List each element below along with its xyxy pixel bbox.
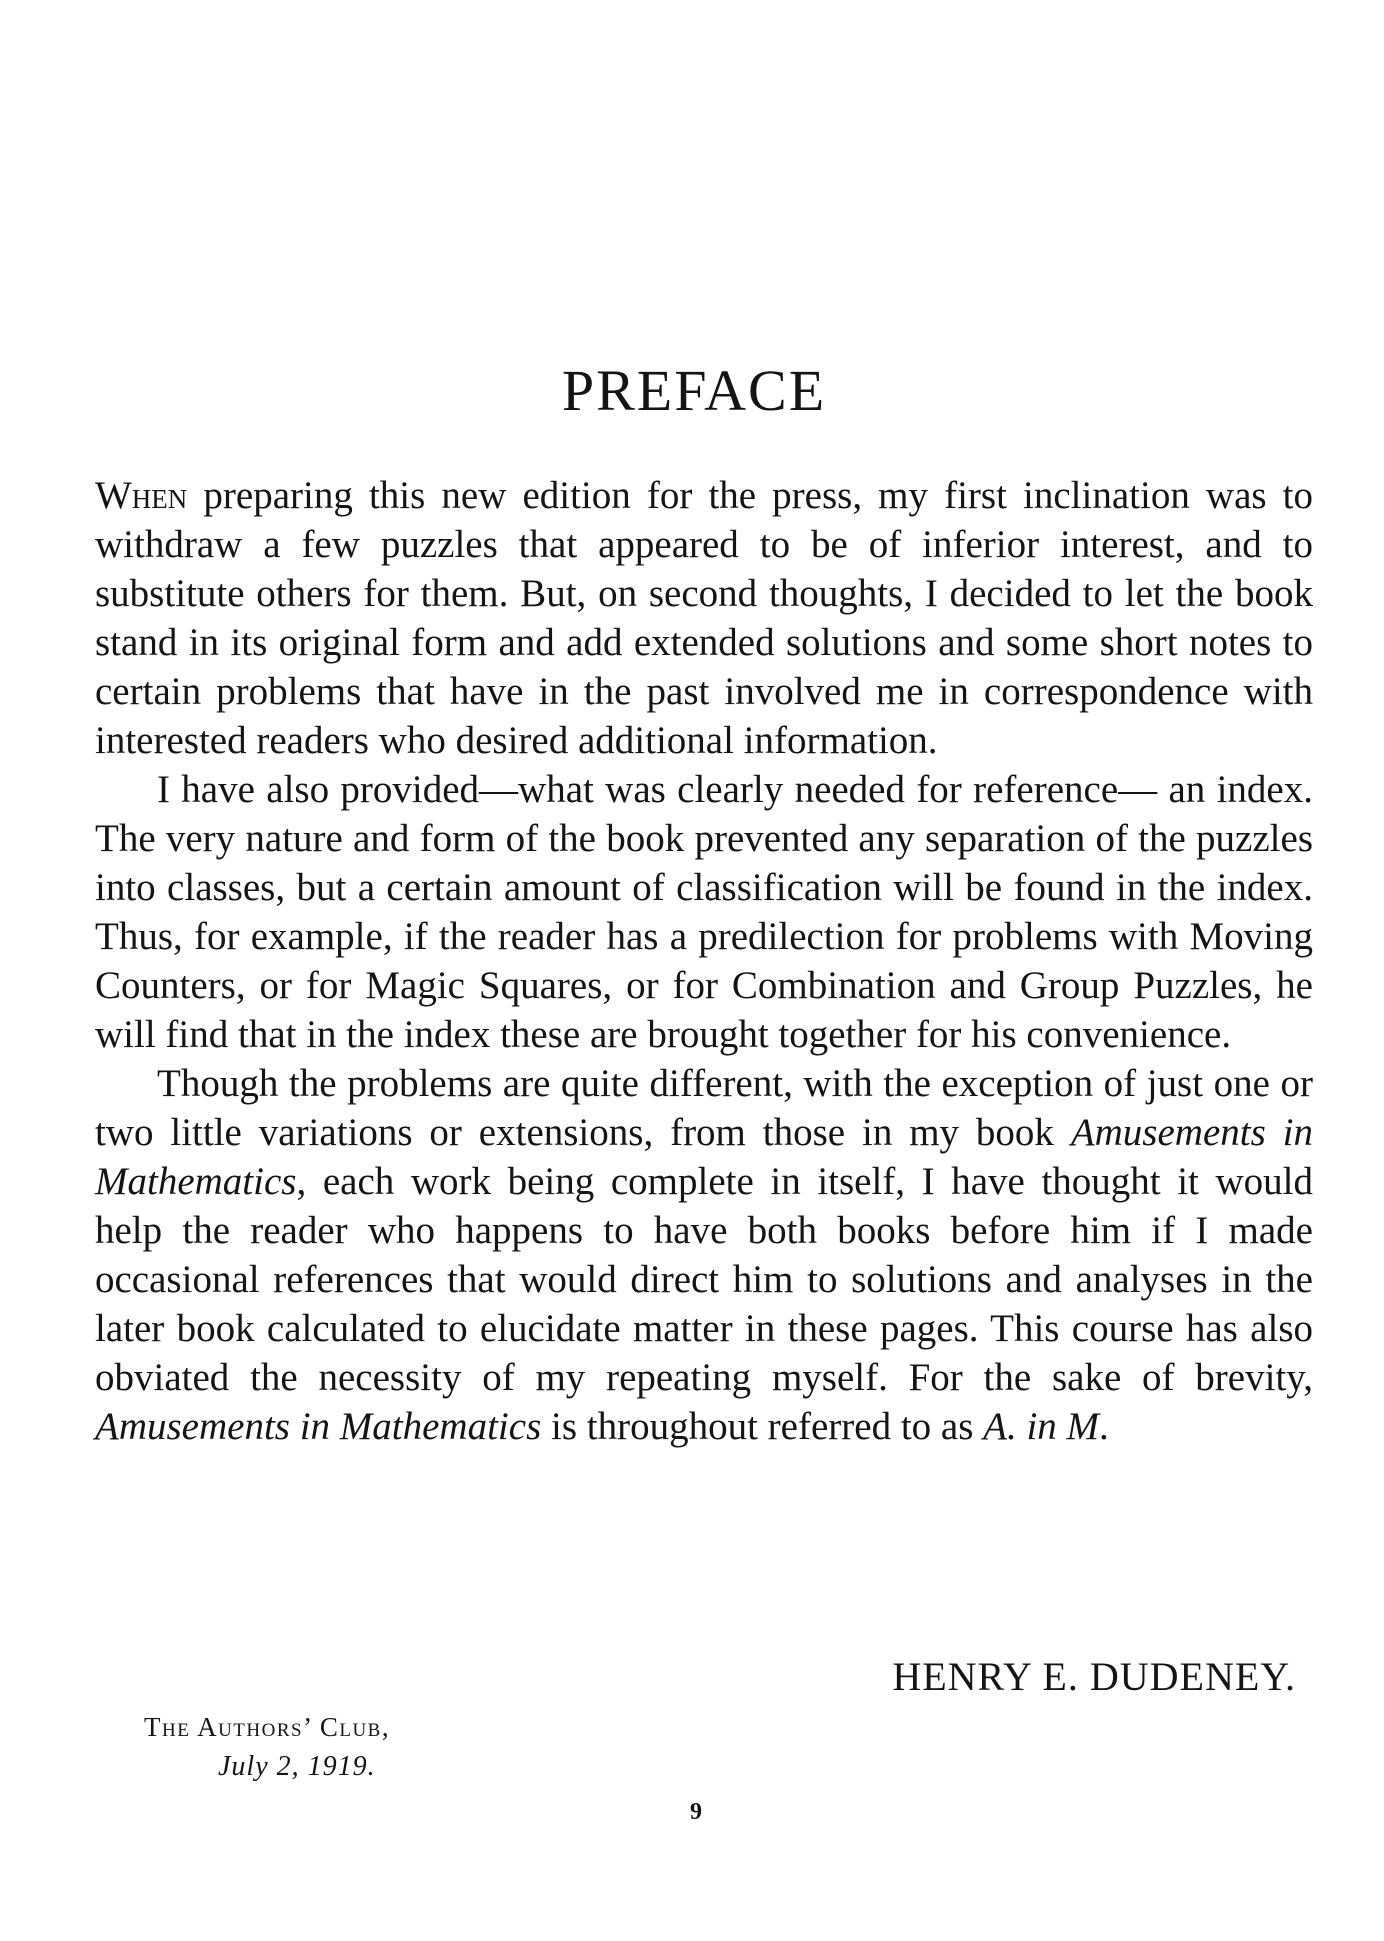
paragraph-1	[95, 471, 1313, 765]
abbreviation: A. in M	[983, 1405, 1100, 1448]
paragraph-2: I have also provided—what was clearly needed for reference— an index. The very nature and form of the book prevented any separation of the puzzles into classes, but a certain amount of classification will be found in the index. Thus, for example, if the reader has a predilection for problems with Moving Counters, or for Magic Squares, or for Combination and Group Puzzles, he will find that in the index these are brought together for his convenience.	[95, 768, 1313, 1056]
paragraph-1-text: preparing this new edition for the press, my first inclination was to withdraw a few puzzles that appeared to be of inferior interest, and to substitute others for them. But, on second thoughts, I decided to let the book stand in its original form and add extended solutions and some short notes to certain problems that have in the past involved me in correspondence with interested readers who desired additional information.	[95, 474, 1314, 762]
drop-lead-word: When	[95, 474, 188, 517]
paragraph-3-text-a: Though the problems are quite different, with the exception of just one or two little variations or extensions, from those in my book	[95, 1062, 1313, 1154]
book-title-reference: Amusements in Mathematics	[95, 1405, 542, 1448]
signing-place: The Authors’ Club,	[144, 1712, 391, 1742]
paragraph-3-text-c: is throughout referred to as	[551, 1405, 974, 1448]
page-number: 9	[690, 1799, 702, 1825]
paragraph-3	[95, 1059, 1313, 1451]
page-title: PREFACE	[561, 358, 827, 423]
signing-date: July 2, 1919.	[218, 1751, 376, 1782]
preface-body	[95, 471, 1313, 1451]
paragraph-3-text-b: , each work being complete in itself, I have thought it would help the reader who happens to have both books before him if I made occasional references that would direct him to solutions and analyses in the later book calculated to elucidate matter in these pages. This course has also obviated the necessity of my repeating myself. For the sake of brevity,	[95, 1160, 1313, 1399]
paragraph-3-end: .	[1099, 1405, 1109, 1448]
book-title-reference: Amusements in Mathematics	[95, 1111, 1313, 1203]
author-signature: HENRY E. DUDENEY.	[892, 1654, 1296, 1699]
